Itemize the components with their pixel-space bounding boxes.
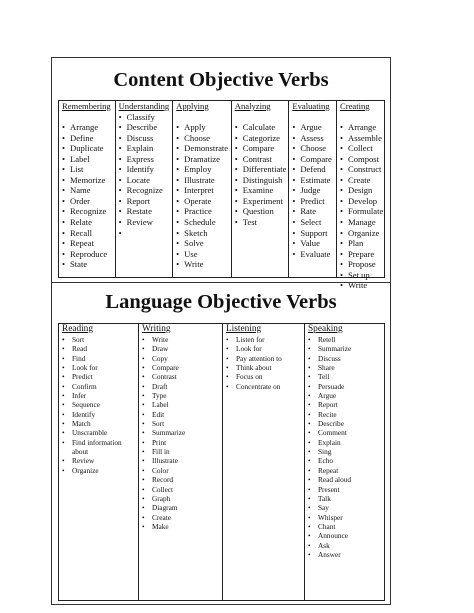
list-item: • Organize — [62, 466, 137, 475]
list-item: • Argue — [292, 122, 335, 133]
list-item: • Categorize — [235, 133, 288, 144]
list-item: • Focus on — [226, 372, 303, 381]
list-item: • Compost — [340, 154, 383, 165]
column-header: Writing — [142, 324, 171, 334]
list-item: • Draft — [142, 382, 221, 391]
list-item: • Label — [62, 154, 114, 165]
column-header: Speaking — [308, 324, 343, 334]
list-item: • Review — [62, 456, 137, 465]
list-item: • Summarize — [142, 428, 221, 437]
column-evaluating — [289, 101, 337, 277]
column-understanding — [116, 101, 174, 277]
list-item: • Experiment — [235, 196, 288, 207]
list-item: • Report — [308, 400, 383, 409]
list-item: • Compare — [292, 154, 335, 165]
verb-list — [142, 335, 221, 531]
list-item: • Relate — [62, 217, 114, 228]
list-item: • Evaluate — [292, 249, 335, 260]
list-item: • Write — [176, 259, 230, 270]
list-item: • Name — [62, 185, 114, 196]
column-applying — [173, 101, 232, 277]
list-item: • Judge — [292, 185, 335, 196]
list-item: • Tell — [308, 372, 383, 381]
list-item: • Ask — [308, 541, 383, 550]
section-divider — [52, 282, 390, 283]
worksheet-page — [51, 57, 391, 605]
language-objective-title: Language Objective Verbs — [105, 291, 337, 313]
verb-list — [226, 335, 303, 391]
list-item: • Calculate — [235, 122, 288, 133]
list-item: • Solve — [176, 238, 230, 249]
list-item: • Choose — [292, 143, 335, 154]
list-item: • Think about — [226, 363, 303, 372]
list-item: • Predict — [62, 372, 137, 381]
verb-list — [62, 122, 114, 270]
list-item: • Find — [62, 354, 137, 363]
column-creating — [337, 101, 384, 291]
list-item: • Manage — [340, 217, 383, 228]
list-item: • Type — [142, 391, 221, 400]
list-item: • Define — [62, 133, 114, 144]
column-header: Reading — [62, 324, 93, 334]
list-item: • Organize — [340, 228, 383, 239]
list-item: • Pay attention to — [226, 354, 303, 363]
list-item: • Illustrate — [142, 456, 221, 465]
list-spacer — [292, 112, 335, 123]
list-item: • Formulate — [340, 206, 383, 217]
list-item: • Sort — [62, 335, 137, 344]
verb-list — [119, 112, 172, 228]
list-item: • Repeat — [308, 466, 383, 475]
list-item: • Repeat — [62, 238, 114, 249]
list-item: • Apply — [176, 122, 230, 133]
list-item: • Question — [235, 206, 288, 217]
list-item: • Express — [119, 154, 172, 165]
verb-list — [292, 122, 335, 259]
list-item: • Retell — [308, 335, 383, 344]
content-verbs-table — [58, 100, 385, 291]
list-item: • Identify — [62, 410, 137, 419]
list-item: • Explain — [308, 438, 383, 447]
list-item: • Arrange — [340, 122, 383, 133]
column-remembering — [59, 101, 116, 277]
column-header: Applying — [176, 101, 209, 111]
list-spacer — [340, 112, 383, 123]
list-item: • Test — [235, 217, 288, 228]
list-item: • Sketch — [176, 228, 230, 239]
list-item: • Create — [340, 175, 383, 186]
list-item: • Recite — [308, 410, 383, 419]
language-verbs-table — [58, 323, 385, 601]
list-item: • Unscramble — [62, 428, 137, 437]
list-item: • Record — [142, 475, 221, 484]
list-item: • Comment — [308, 428, 383, 437]
column-header: Listening — [226, 324, 262, 334]
list-item: • Sort — [142, 419, 221, 428]
column-reading — [59, 324, 139, 600]
list-item: • Distinguish — [235, 175, 288, 186]
list-item: • Whisper — [308, 513, 383, 522]
column-analyzing — [232, 101, 290, 277]
list-item: • Classify — [119, 112, 172, 123]
list-item: • Dramatize — [176, 154, 230, 165]
list-item: • Reproduce — [62, 249, 114, 260]
list-item: • Explain — [119, 143, 172, 154]
list-item: • Share — [308, 363, 383, 372]
list-item: • Design — [340, 185, 383, 196]
list-item: • Infer — [62, 391, 137, 400]
list-item: • Interpret — [176, 185, 230, 196]
list-item: • Announce — [308, 531, 383, 540]
list-item: • Talk — [308, 494, 383, 503]
list-item: • Contrast — [142, 372, 221, 381]
list-item: • Graph — [142, 494, 221, 503]
list-item: • Fill in — [142, 447, 221, 456]
list-item: • Compare — [235, 143, 288, 154]
list-item: • Recognize — [119, 185, 172, 196]
list-item: • Confirm — [62, 382, 137, 391]
list-item: • Create — [142, 513, 221, 522]
list-item: • Choose — [176, 133, 230, 144]
list-item: • Look for — [226, 344, 303, 353]
list-item: • Rate — [292, 206, 335, 217]
list-item: • Restate — [119, 206, 172, 217]
list-item: • Write — [142, 335, 221, 344]
list-item: • Order — [62, 196, 114, 207]
list-item: • Plan — [340, 238, 383, 249]
list-item: • Listen for — [226, 335, 303, 344]
list-item: • Persuade — [308, 382, 383, 391]
list-item: • Describe — [119, 122, 172, 133]
verb-list — [62, 335, 137, 475]
list-item: • Illustrate — [176, 175, 230, 186]
list-item: • Copy — [142, 354, 221, 363]
list-item: • Echo — [308, 456, 383, 465]
list-item: • Read — [62, 344, 137, 353]
list-item: • Chant — [308, 522, 383, 531]
list-item: • Recognize — [62, 206, 114, 217]
list-item: • Write — [340, 280, 383, 291]
list-item: • Collect — [142, 485, 221, 494]
list-item: • Answer — [308, 550, 383, 559]
list-item: • Locate — [119, 175, 172, 186]
list-item: • Practice — [176, 206, 230, 217]
column-header: Understanding — [118, 101, 170, 111]
list-item: • Concentrate on — [226, 382, 303, 391]
list-item: • Predict — [292, 196, 335, 207]
list-item: • Describe — [308, 419, 383, 428]
list-item: • Report — [119, 196, 172, 207]
list-item: • Present — [308, 485, 383, 494]
list-item: • Collect — [340, 143, 383, 154]
list-spacer — [62, 112, 114, 123]
list-item: • Look for — [62, 363, 137, 372]
list-item: • Print — [142, 438, 221, 447]
list-item: • Edit — [142, 410, 221, 419]
verb-list — [176, 122, 230, 270]
list-item: • Identify — [119, 164, 172, 175]
list-item: • List — [62, 164, 114, 175]
list-item: • Select — [292, 217, 335, 228]
list-item: • Demonstrate — [176, 143, 230, 154]
list-item: • State — [62, 259, 114, 270]
list-item: • Argue — [308, 391, 383, 400]
list-item: • Duplicate — [62, 143, 114, 154]
list-item: • Read aloud — [308, 475, 383, 484]
list-item: • Find information about — [62, 438, 137, 457]
list-spacer — [176, 112, 230, 123]
list-item: • Propose — [340, 259, 383, 270]
list-item: • Use — [176, 249, 230, 260]
list-item: • Contrast — [235, 154, 288, 165]
list-item: • Draw — [142, 344, 221, 353]
list-spacer — [235, 112, 288, 123]
list-item: • Estimate — [292, 175, 335, 186]
verb-list — [235, 122, 288, 227]
verb-list — [308, 335, 383, 559]
list-item: • Support — [292, 228, 335, 239]
list-item: • Make — [142, 522, 221, 531]
list-item: • Sing — [308, 447, 383, 456]
list-item: • Summarize — [308, 344, 383, 353]
column-writing — [139, 324, 223, 600]
list-item: • Compare — [142, 363, 221, 372]
list-item: • Say — [308, 503, 383, 512]
list-item: • Color — [142, 466, 221, 475]
list-item: • Recall — [62, 228, 114, 239]
list-item: • Discuss — [119, 133, 172, 144]
list-item: • Employ — [176, 164, 230, 175]
list-item: • Set up — [340, 270, 383, 281]
column-listening — [223, 324, 305, 600]
verb-list — [340, 122, 383, 291]
column-header: Creating — [339, 101, 370, 111]
list-item: • Arrange — [62, 122, 114, 133]
list-item: • Assess — [292, 133, 335, 144]
list-item: • Assemble — [340, 133, 383, 144]
list-item: • Match — [62, 419, 137, 428]
column-header: Remembering — [62, 101, 111, 111]
list-item: • Construct — [340, 164, 383, 175]
list-item: • Memorize — [62, 175, 114, 186]
list-item: • Examine — [235, 185, 288, 196]
list-item: • Defend — [292, 164, 335, 175]
list-item: • Label — [142, 400, 221, 409]
list-item: • Discuss — [308, 354, 383, 363]
content-objective-title: Content Objective Verbs — [113, 69, 329, 91]
list-item: • Diagram — [142, 503, 221, 512]
list-item: • Differentiate — [235, 164, 288, 175]
list-item: • Review — [119, 217, 172, 228]
list-item: • Develop — [340, 196, 383, 207]
list-item: • Prepare — [340, 249, 383, 260]
column-speaking — [305, 324, 384, 600]
list-item: • Operate — [176, 196, 230, 207]
column-header: Evaluating — [292, 101, 330, 111]
list-item: • Schedule — [176, 217, 230, 228]
list-item: • Sequence — [62, 400, 137, 409]
column-header: Analyzing — [234, 101, 271, 111]
list-item: • Value — [292, 238, 335, 249]
